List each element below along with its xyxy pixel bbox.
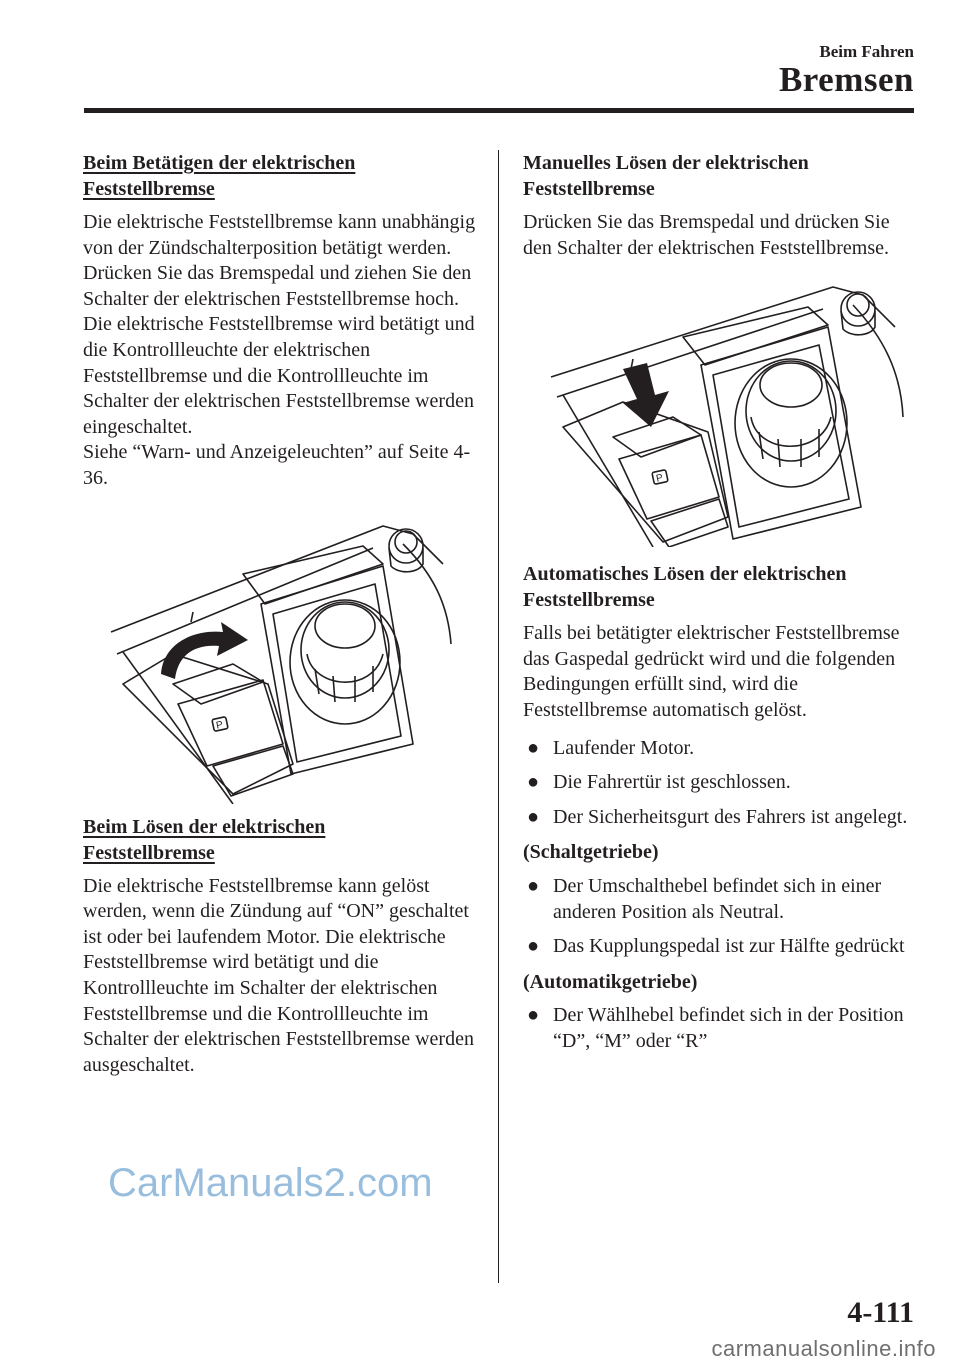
paragraph: Die elektrische Feststellbremse wird betätigt und die Kontrollleuchte der elektrischen Feststellbremse und die Kontrollleuchte im Schalter der elektrischen Feststellbremse werden eingeschaltet.	[83, 313, 475, 438]
subheading-manual: (Schaltgetriebe)	[523, 841, 659, 864]
auto-conditions-list	[523, 1003, 923, 1054]
list-item: ● Der Wählhebel befindet sich in der Position “D”, “M” oder “R”	[527, 1004, 904, 1052]
list-item: ● Der Sicherheitsgurt des Fahrers ist angelegt.	[527, 805, 908, 828]
svg-text:P: P	[655, 472, 665, 485]
page-number: 4-111	[847, 1296, 914, 1329]
paragraph: Falls bei betätigter elektrischer Feststellbremse das Gaspedal gedrückt wird und die folgenden Bedingungen erfüllt sind, wird die Feststellbremse automatisch gelöst.	[523, 622, 900, 721]
illustration-pull-switch	[83, 504, 483, 804]
column-divider	[498, 150, 499, 1283]
watermark-carmanuals2: CarManuals2.com	[108, 1161, 433, 1205]
list-item: ● Das Kupplungspedal ist zur Hälfte gedrückt	[527, 935, 905, 958]
paragraph: Drücken Sie das Bremspedal und drücken Sie den Schalter der elektrischen Feststellbremse.	[523, 211, 890, 259]
page-title: Bremsen	[778, 60, 914, 99]
subheading-auto: (Automatikgetriebe)	[523, 970, 698, 993]
list-item: ● Die Fahrertür ist geschlossen.	[527, 771, 791, 794]
manual-conditions-list	[523, 874, 923, 960]
left-column	[83, 150, 483, 1090]
header-rule	[84, 108, 914, 113]
section-title-apply: Beim Betätigen der elektrischen Feststellbremse	[83, 152, 356, 200]
illustration-push-switch	[523, 277, 923, 547]
section-title-manual-release: Manuelles Lösen der elektrischen Feststellbremse	[523, 152, 809, 200]
watermark-carmanualsonline: carmanualsonline.info	[711, 1336, 936, 1361]
section-title-auto-release: Automatisches Lösen der elektrischen Feststellbremse	[523, 563, 847, 612]
conditions-list	[523, 736, 923, 831]
svg-text:P: P	[215, 719, 225, 732]
list-item: ● Der Umschalthebel befindet sich in einer anderen Position als Neutral.	[527, 874, 882, 923]
paragraph: Die elektrische Feststellbremse kann unabhängig von der Zündschalterposition betätigt werden.	[83, 211, 476, 259]
section-title-release: Beim Lösen der elektrischen Feststellbremse	[83, 815, 326, 864]
paragraph: Siehe “Warn- und Anzeigeleuchten” auf Seite 4-36.	[83, 441, 471, 489]
list-item: ● Laufender Motor.	[527, 736, 695, 759]
paragraph: Drücken Sie das Bremspedal und ziehen Sie den Schalter der elektrischen Feststellbremse hoch.	[83, 262, 472, 310]
header-chapter: Beim Fahren	[819, 42, 914, 61]
right-column	[523, 150, 923, 1065]
paragraph: Die elektrische Feststellbremse kann gelöst werden, wenn die Zündung auf “ON” geschaltet ist oder bei laufendem Motor. Die elektrische Feststellbremse wird betätigt und die Kontrollleuchte im Schalter der elektrischen Feststellbremse und die Kontrollleuchte im Schalter der elektrischen Feststellbremse werden ausgeschaltet.	[83, 874, 474, 1076]
